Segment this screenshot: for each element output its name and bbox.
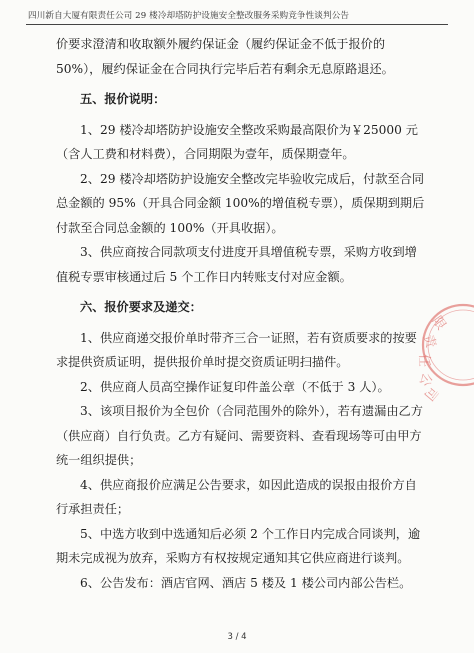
page-number: 3 / 4 — [227, 632, 247, 642]
paragraph-price-limit: 1、29 楼冷却塔防护设施安全整改采购最高限价为￥25000 元（含人工费和材料费），合同期限为壹年，质保期壹年。 — [56, 122, 418, 161]
svg-text:司: 司 — [420, 383, 441, 404]
paragraph-deposit: 价要求澄清和收取额外履约保证金（履约保证金不低于报价的 50%），履约保证金在合同执行完毕后若有剩余无息原路退还。 — [56, 37, 394, 76]
page-header: 四川新自大厦有限责任公司 29 楼冷却塔防护设施安全整改服务采购竞争性谈判公告 — [28, 11, 350, 21]
svg-text:任: 任 — [416, 354, 431, 368]
svg-text:限: 限 — [428, 313, 449, 333]
svg-text:公: 公 — [415, 370, 435, 388]
document-body — [56, 32, 428, 595]
paragraph-payment-terms: 2、29 楼冷却塔防护设施安全整改完毕验收完成后，付款至合同总金额的 95%（开具合同金额 100%的增值税专票），质保期到期后付款至合同总金额的 100%（开具收据）。 — [56, 171, 425, 235]
svg-text:责: 责 — [420, 333, 438, 350]
paragraph-announcement: 6、公告发布：酒店官网、酒店 5 楼及 1 楼公司内部公告栏。 — [80, 575, 412, 590]
section-heading-quote-submission: 六、报价要求及递交： — [80, 300, 202, 314]
company-seal-stamp — [415, 300, 474, 404]
paragraph-license: 1、供应商递交报价单时带齐三合一证照，若有资质要求的按要求提供资质证明，提供报价单时提交资质证明扫描件。 — [56, 330, 417, 369]
section-heading-quote-notes: 五、报价说明： — [80, 92, 166, 106]
header-divider — [26, 24, 448, 25]
paragraph-height-certificate: 2、供应商人员高空操作证复印件盖公章（不低于 3 人）。 — [80, 379, 390, 394]
paragraph-invoice: 3、供应商按合同款项支付进度开具增值税专票，采购方收到增值税专票审核通过后 5 个工作日内转账支付对应金额。 — [56, 245, 417, 284]
paragraph-contract-negotiation: 5、中选方收到中选通知后必须 2 个工作日内完成合同谈判，逾期未完成视为放弃，采购方有权按规定通知其它供应商进行谈判。 — [56, 526, 421, 565]
paragraph-quote-compliance: 4、供应商报价应满足公告要求，如因此造成的误报由报价方自行承担责任； — [56, 477, 417, 516]
paragraph-all-inclusive: 3、该项目报价为全包价（合同范围外的除外），若有遗漏由乙方（供应商）自行负责。乙方有疑问、需要资料、查看现场等可由甲方统一组织提供； — [56, 404, 423, 467]
